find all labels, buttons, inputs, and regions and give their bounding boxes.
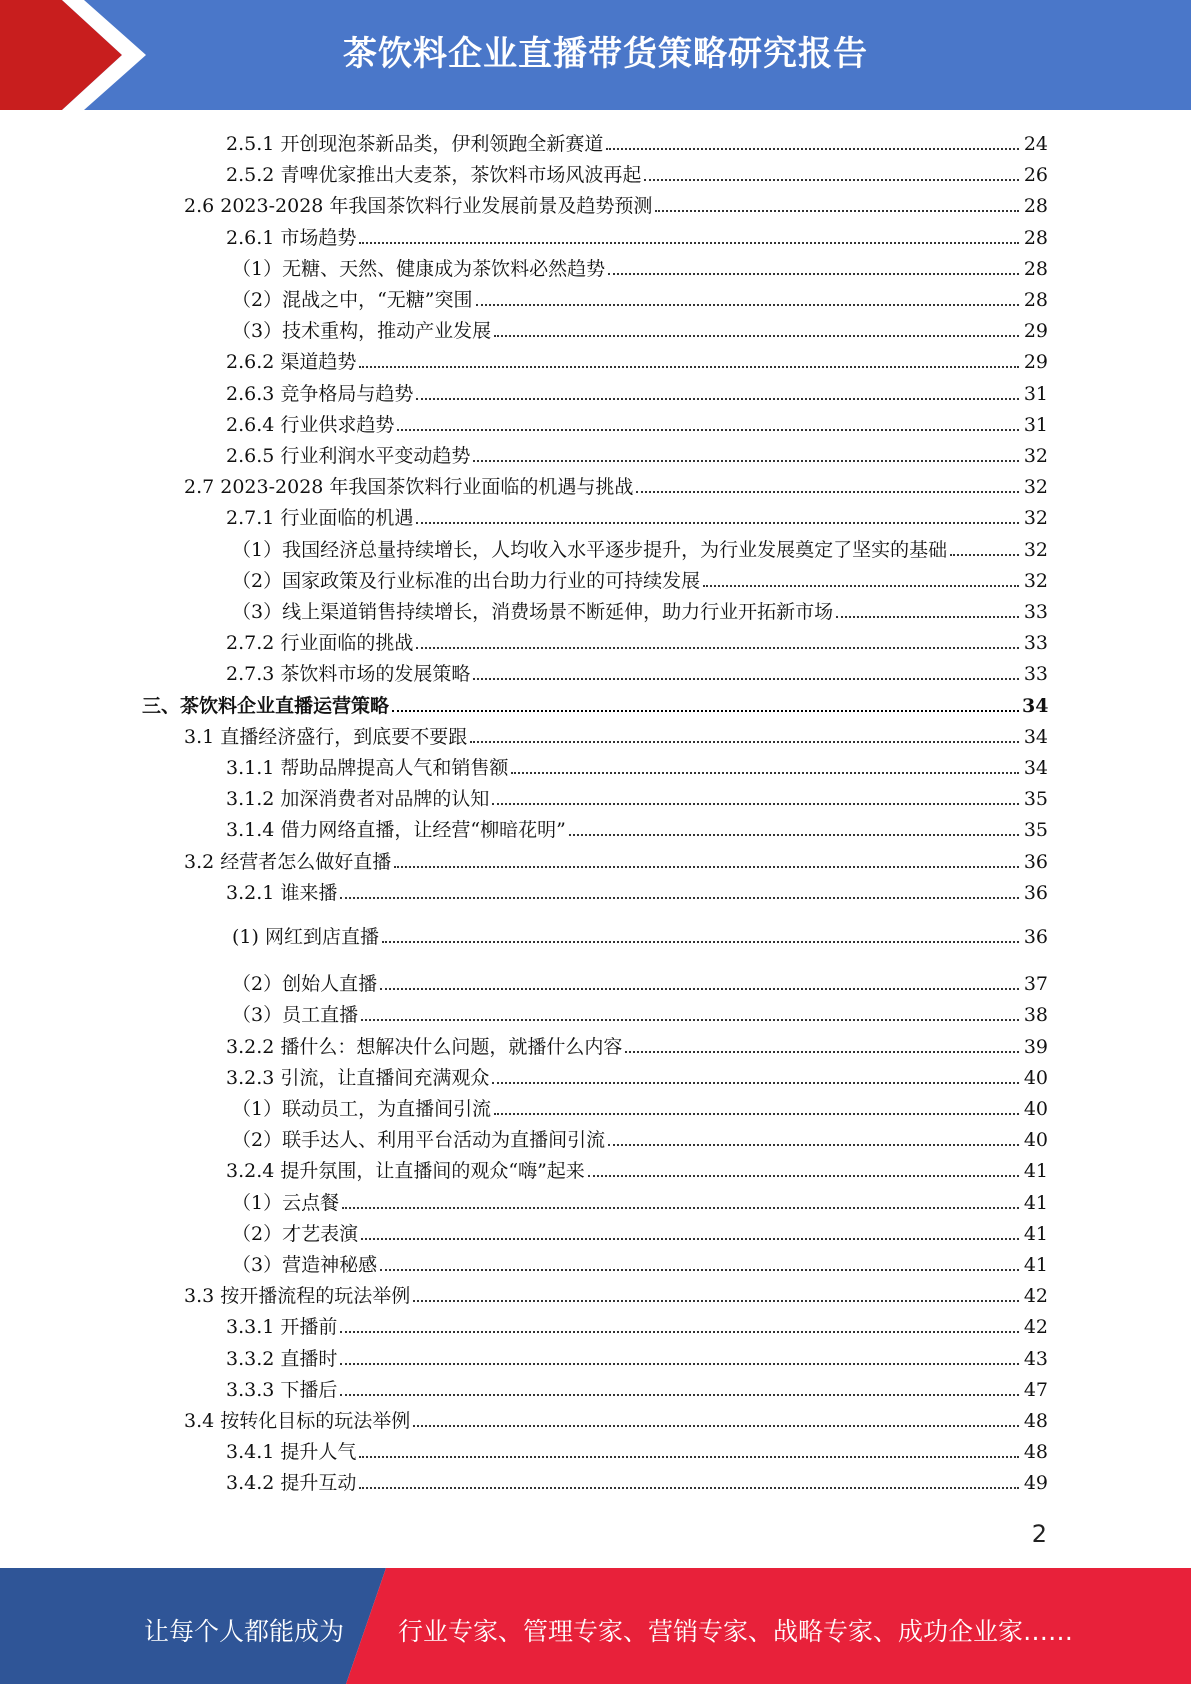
toc-entry[interactable] xyxy=(226,877,1048,905)
toc-entry-label: 2.6.2 渠道趋势 xyxy=(226,351,357,374)
toc-dot-leader xyxy=(492,803,1019,805)
toc-entry-page: 33 xyxy=(1023,663,1048,686)
toc-entry-label: 2.7.2 行业面临的挑战 xyxy=(226,632,414,655)
toc-dot-leader xyxy=(380,988,1019,990)
toc-entry-page: 32 xyxy=(1023,507,1048,530)
toc-entry[interactable] xyxy=(226,502,1048,530)
toc-dot-leader xyxy=(416,398,1019,400)
toc-entry[interactable] xyxy=(232,921,1048,949)
toc-entry-label: 3.2.1 谁来播 xyxy=(226,881,338,904)
toc-dot-leader xyxy=(392,710,1019,712)
toc-entry[interactable] xyxy=(232,999,1048,1027)
footer-slogan-left: 让每个人都能成为 xyxy=(144,1617,345,1646)
toc-entry-label: 2.6.4 行业供求趋势 xyxy=(226,413,395,436)
toc-entry-label: 3.2.3 引流，让直播间充满观众 xyxy=(226,1066,490,1089)
toc-dot-leader xyxy=(569,834,1019,836)
toc-entry-page: 28 xyxy=(1023,289,1048,311)
toc-dot-leader xyxy=(836,616,1019,618)
toc-entry-label: 2.5.2 青啤优家推出大麦茶，茶饮料市场风波再起 xyxy=(226,164,642,187)
toc-dot-leader xyxy=(416,647,1019,649)
toc-entry[interactable] xyxy=(232,1124,1048,1152)
toc-entry-page: 31 xyxy=(1023,382,1048,405)
toc-entry-page: 31 xyxy=(1023,413,1048,436)
toc-entry-label: 3.2 经营者怎么做好直播 xyxy=(184,850,392,873)
toc-dot-leader xyxy=(340,897,1019,899)
toc-entry[interactable] xyxy=(226,752,1048,780)
toc-entry[interactable] xyxy=(184,471,1048,499)
toc-entry-label: 2.6.1 市场趋势 xyxy=(226,226,357,249)
toc-entry-page: 33 xyxy=(1023,632,1048,655)
toc-entry-page: 39 xyxy=(1023,1035,1048,1058)
toc-entry-page: 28 xyxy=(1023,257,1048,280)
toc-entry-label: （3）员工直播 xyxy=(232,1004,359,1027)
toc-dot-leader xyxy=(397,429,1019,431)
toc-entry[interactable] xyxy=(232,1093,1048,1121)
toc-entry-label: 3.4.2 提升互动 xyxy=(226,1472,357,1495)
toc-dot-leader xyxy=(359,366,1019,368)
toc-entry[interactable] xyxy=(232,1249,1048,1277)
toc-dot-leader xyxy=(644,179,1019,181)
toc-entry-page: 34 xyxy=(1023,725,1048,748)
toc-entry-label: 2.5.1 开创现泡茶新品类，伊利领跑全新赛道 xyxy=(226,133,604,155)
toc-entry[interactable] xyxy=(184,190,1048,218)
toc-entry-page: 40 xyxy=(1023,1066,1048,1089)
toc-entry-page: 32 xyxy=(1023,538,1048,561)
toc-dot-leader xyxy=(340,1394,1019,1396)
toc-entry[interactable] xyxy=(232,596,1048,624)
toc-entry-label: 3.3.2 直播时 xyxy=(226,1347,338,1370)
toc-entry-label: 三、茶饮料企业直播运营策略 xyxy=(142,694,390,717)
toc-entry[interactable] xyxy=(232,534,1048,562)
toc-entry-page: 35 xyxy=(1023,788,1048,811)
toc-entry[interactable] xyxy=(226,1031,1048,1059)
toc-entry-label: （1）我国经济总量持续增长，人均收入水平逐步提升，为行业发展奠定了坚实的基础 xyxy=(232,538,948,561)
toc-entry-label: 3.4 按转化目标的玩法举例 xyxy=(184,1410,411,1432)
page-header xyxy=(0,0,1191,110)
toc-entry-label: (1) 网红到店直播 xyxy=(232,926,379,948)
toc-entry-page: 35 xyxy=(1023,819,1048,842)
toc-dot-leader xyxy=(588,1175,1019,1177)
toc-entry-page: 33 xyxy=(1023,601,1048,623)
toc-entry-label: 3.1.1 帮助品牌提高人气和销售额 xyxy=(226,757,509,779)
toc-dot-leader xyxy=(359,242,1019,244)
toc-dot-leader xyxy=(703,585,1019,587)
toc-entry-page: 32 xyxy=(1023,569,1048,592)
toc-dot-leader xyxy=(382,941,1019,943)
toc-entry-page: 29 xyxy=(1023,351,1048,374)
toc-entry-page: 48 xyxy=(1023,1410,1048,1432)
toc-entry-page: 40 xyxy=(1023,1098,1048,1120)
toc-dot-leader xyxy=(476,304,1019,306)
toc-dot-leader xyxy=(413,1425,1019,1427)
toc-entry-page: 37 xyxy=(1023,973,1048,996)
toc-entry-page: 36 xyxy=(1023,881,1048,904)
toc-entry[interactable] xyxy=(226,814,1048,842)
toc-entry-label: （3）技术重构，推动产业发展 xyxy=(232,320,492,343)
toc-entry[interactable] xyxy=(226,783,1048,811)
toc-dot-leader xyxy=(470,741,1019,743)
toc-entry-page: 32 xyxy=(1023,445,1048,467)
toc-entry-label: （1）联动员工，为直播间引流 xyxy=(232,1098,492,1120)
toc-dot-leader xyxy=(473,460,1019,462)
toc-entry[interactable] xyxy=(184,1405,1048,1433)
toc-entry[interactable] xyxy=(232,1218,1048,1246)
toc-entry-label: 2.7.3 茶饮料市场的发展策略 xyxy=(226,663,471,686)
toc-dot-leader xyxy=(473,678,1019,680)
toc-dot-leader xyxy=(394,866,1019,868)
toc-dot-leader xyxy=(342,1207,1019,1209)
toc-entry-label: 3.1.4 借力网络直播，让经营“柳暗花明” xyxy=(226,819,566,842)
toc-entry[interactable] xyxy=(226,1155,1048,1183)
toc-dot-leader xyxy=(492,1082,1019,1084)
page-number: 2 xyxy=(1031,1520,1047,1548)
toc-entry-label: 2.6 2023-2028 年我国茶饮料行业发展前景及趋势预测 xyxy=(184,195,653,218)
toc-entry-page: 42 xyxy=(1023,1316,1048,1339)
toc-entry[interactable] xyxy=(232,968,1048,996)
toc-entry-page: 34 xyxy=(1022,694,1049,717)
toc-entry-page: 36 xyxy=(1023,850,1048,873)
toc-entry-label: 2.7.1 行业面临的机遇 xyxy=(226,507,414,530)
toc-entry-label: 3.2.2 播什么：想解决什么问题，就播什么内容 xyxy=(226,1035,623,1058)
toc-entry[interactable] xyxy=(232,284,1048,312)
toc-entry-page: 32 xyxy=(1023,476,1048,499)
toc-entry-label: 3.3.1 开播前 xyxy=(226,1316,338,1339)
toc-entry[interactable] xyxy=(184,846,1048,874)
toc-entry[interactable] xyxy=(232,565,1048,593)
toc-entry[interactable] xyxy=(226,1062,1048,1090)
toc-dot-leader xyxy=(340,1363,1019,1365)
toc-entry-page: 40 xyxy=(1023,1129,1048,1152)
toc-entry-label: 2.6.3 竞争格局与趋势 xyxy=(226,382,414,405)
toc-entry-page: 42 xyxy=(1023,1285,1048,1308)
toc-entry[interactable] xyxy=(142,690,1048,718)
toc-entry-label: 3.1 直播经济盛行，到底要不要跟 xyxy=(184,725,468,748)
footer-slogan-right: 行业专家、管理专家、营销专家、战略专家、成功企业家…… xyxy=(398,1617,1074,1646)
toc-dot-leader xyxy=(359,1487,1019,1489)
toc-dot-leader xyxy=(494,335,1019,337)
toc-entry-label: 3.1.2 加深消费者对品牌的认知 xyxy=(226,788,490,811)
toc-entry-page: 29 xyxy=(1023,320,1048,343)
toc-entry-label: （1）云点餐 xyxy=(232,1191,340,1214)
toc-entry[interactable] xyxy=(232,253,1048,281)
toc-entry[interactable] xyxy=(226,1343,1048,1371)
toc-entry-page: 24 xyxy=(1023,133,1048,155)
toc-dot-leader xyxy=(359,1456,1019,1458)
toc-entry[interactable] xyxy=(232,315,1048,343)
toc-entry-page: 28 xyxy=(1023,226,1048,249)
toc-entry-page: 41 xyxy=(1023,1160,1048,1183)
header-title: 茶饮料企业直播带货策略研究报告 xyxy=(343,34,868,74)
toc-entry[interactable] xyxy=(226,1467,1048,1495)
toc-dot-leader xyxy=(361,1238,1019,1240)
toc-entry-page: 49 xyxy=(1023,1472,1048,1495)
toc-entry[interactable] xyxy=(226,409,1048,437)
toc-entry-label: 3.3.3 下播后 xyxy=(226,1378,338,1401)
toc-entry[interactable] xyxy=(226,128,1048,156)
toc-entry-label: 3.4.1 提升人气 xyxy=(226,1441,357,1464)
toc-entry-label: （2）国家政策及行业标准的出台助力行业的可持续发展 xyxy=(232,569,701,592)
toc-entry[interactable] xyxy=(226,627,1048,655)
toc-entry-label: （1）无糖、天然、健康成为茶饮料必然趋势 xyxy=(232,257,606,280)
toc-entry-page: 38 xyxy=(1023,1004,1048,1027)
toc-entry[interactable] xyxy=(232,1187,1048,1215)
toc-entry[interactable] xyxy=(226,440,1048,468)
toc-entry-label: （3）营造神秘感 xyxy=(232,1254,378,1276)
toc-dot-leader xyxy=(380,1269,1019,1271)
toc-entry-page: 41 xyxy=(1023,1191,1048,1214)
toc-entry-page: 41 xyxy=(1023,1222,1048,1245)
toc-entry[interactable] xyxy=(226,1436,1048,1464)
toc-entry-label: 3.2.4 提升氛围，让直播间的观众“嗨”起来 xyxy=(226,1160,585,1183)
toc-entry[interactable] xyxy=(226,1311,1048,1339)
toc-entry-label: 3.3 按开播流程的玩法举例 xyxy=(184,1285,411,1308)
toc-dot-leader xyxy=(340,1331,1019,1333)
toc-entry[interactable] xyxy=(226,346,1048,374)
toc-entry-label: （3）线上渠道销售持续增长，消费场景不断延伸，助力行业开拓新市场 xyxy=(232,601,834,623)
toc-entry-page: 48 xyxy=(1023,1441,1048,1464)
toc-dot-leader xyxy=(608,1144,1019,1146)
toc-entry-label: （2）混战之中，“无糖”突围 xyxy=(232,289,473,311)
toc-entry[interactable] xyxy=(226,222,1048,250)
toc-entry-label: 2.7 2023-2028 年我国茶饮料行业面临的机遇与挑战 xyxy=(184,476,634,499)
toc-entry-page: 26 xyxy=(1023,164,1048,187)
toc-entry-label: （2）创始人直播 xyxy=(232,973,378,996)
toc-dot-leader xyxy=(950,554,1019,556)
toc-dot-leader xyxy=(636,491,1019,493)
toc-entry-page: 41 xyxy=(1023,1254,1048,1276)
toc-dot-leader xyxy=(416,522,1019,524)
toc-dot-leader xyxy=(655,210,1019,212)
toc-entry[interactable] xyxy=(226,658,1048,686)
toc-entry-page: 36 xyxy=(1023,926,1048,948)
toc-entry-page: 34 xyxy=(1023,757,1048,779)
toc-dot-leader xyxy=(494,1113,1019,1115)
toc-dot-leader xyxy=(608,273,1019,275)
toc-entry-label: （2）才艺表演 xyxy=(232,1222,359,1245)
toc-entry[interactable] xyxy=(184,1280,1048,1308)
toc-dot-leader xyxy=(413,1300,1019,1302)
toc-dot-leader xyxy=(511,772,1019,774)
toc-dot-leader xyxy=(361,1019,1019,1021)
toc-entry[interactable] xyxy=(226,378,1048,406)
page-footer xyxy=(0,1568,1191,1684)
toc-entry[interactable] xyxy=(226,1374,1048,1402)
toc-entry-label: （2）联手达人、利用平台活动为直播间引流 xyxy=(232,1129,606,1152)
toc-entry-page: 28 xyxy=(1023,195,1048,218)
toc-dot-leader xyxy=(606,148,1019,150)
toc-entry[interactable] xyxy=(226,159,1048,187)
toc-entry-page: 47 xyxy=(1023,1378,1048,1401)
toc-dot-leader xyxy=(625,1051,1019,1053)
toc-entry-label: 2.6.5 行业利润水平变动趋势 xyxy=(226,445,471,467)
toc-entry[interactable] xyxy=(184,721,1048,749)
toc-entry-page: 43 xyxy=(1023,1347,1048,1370)
